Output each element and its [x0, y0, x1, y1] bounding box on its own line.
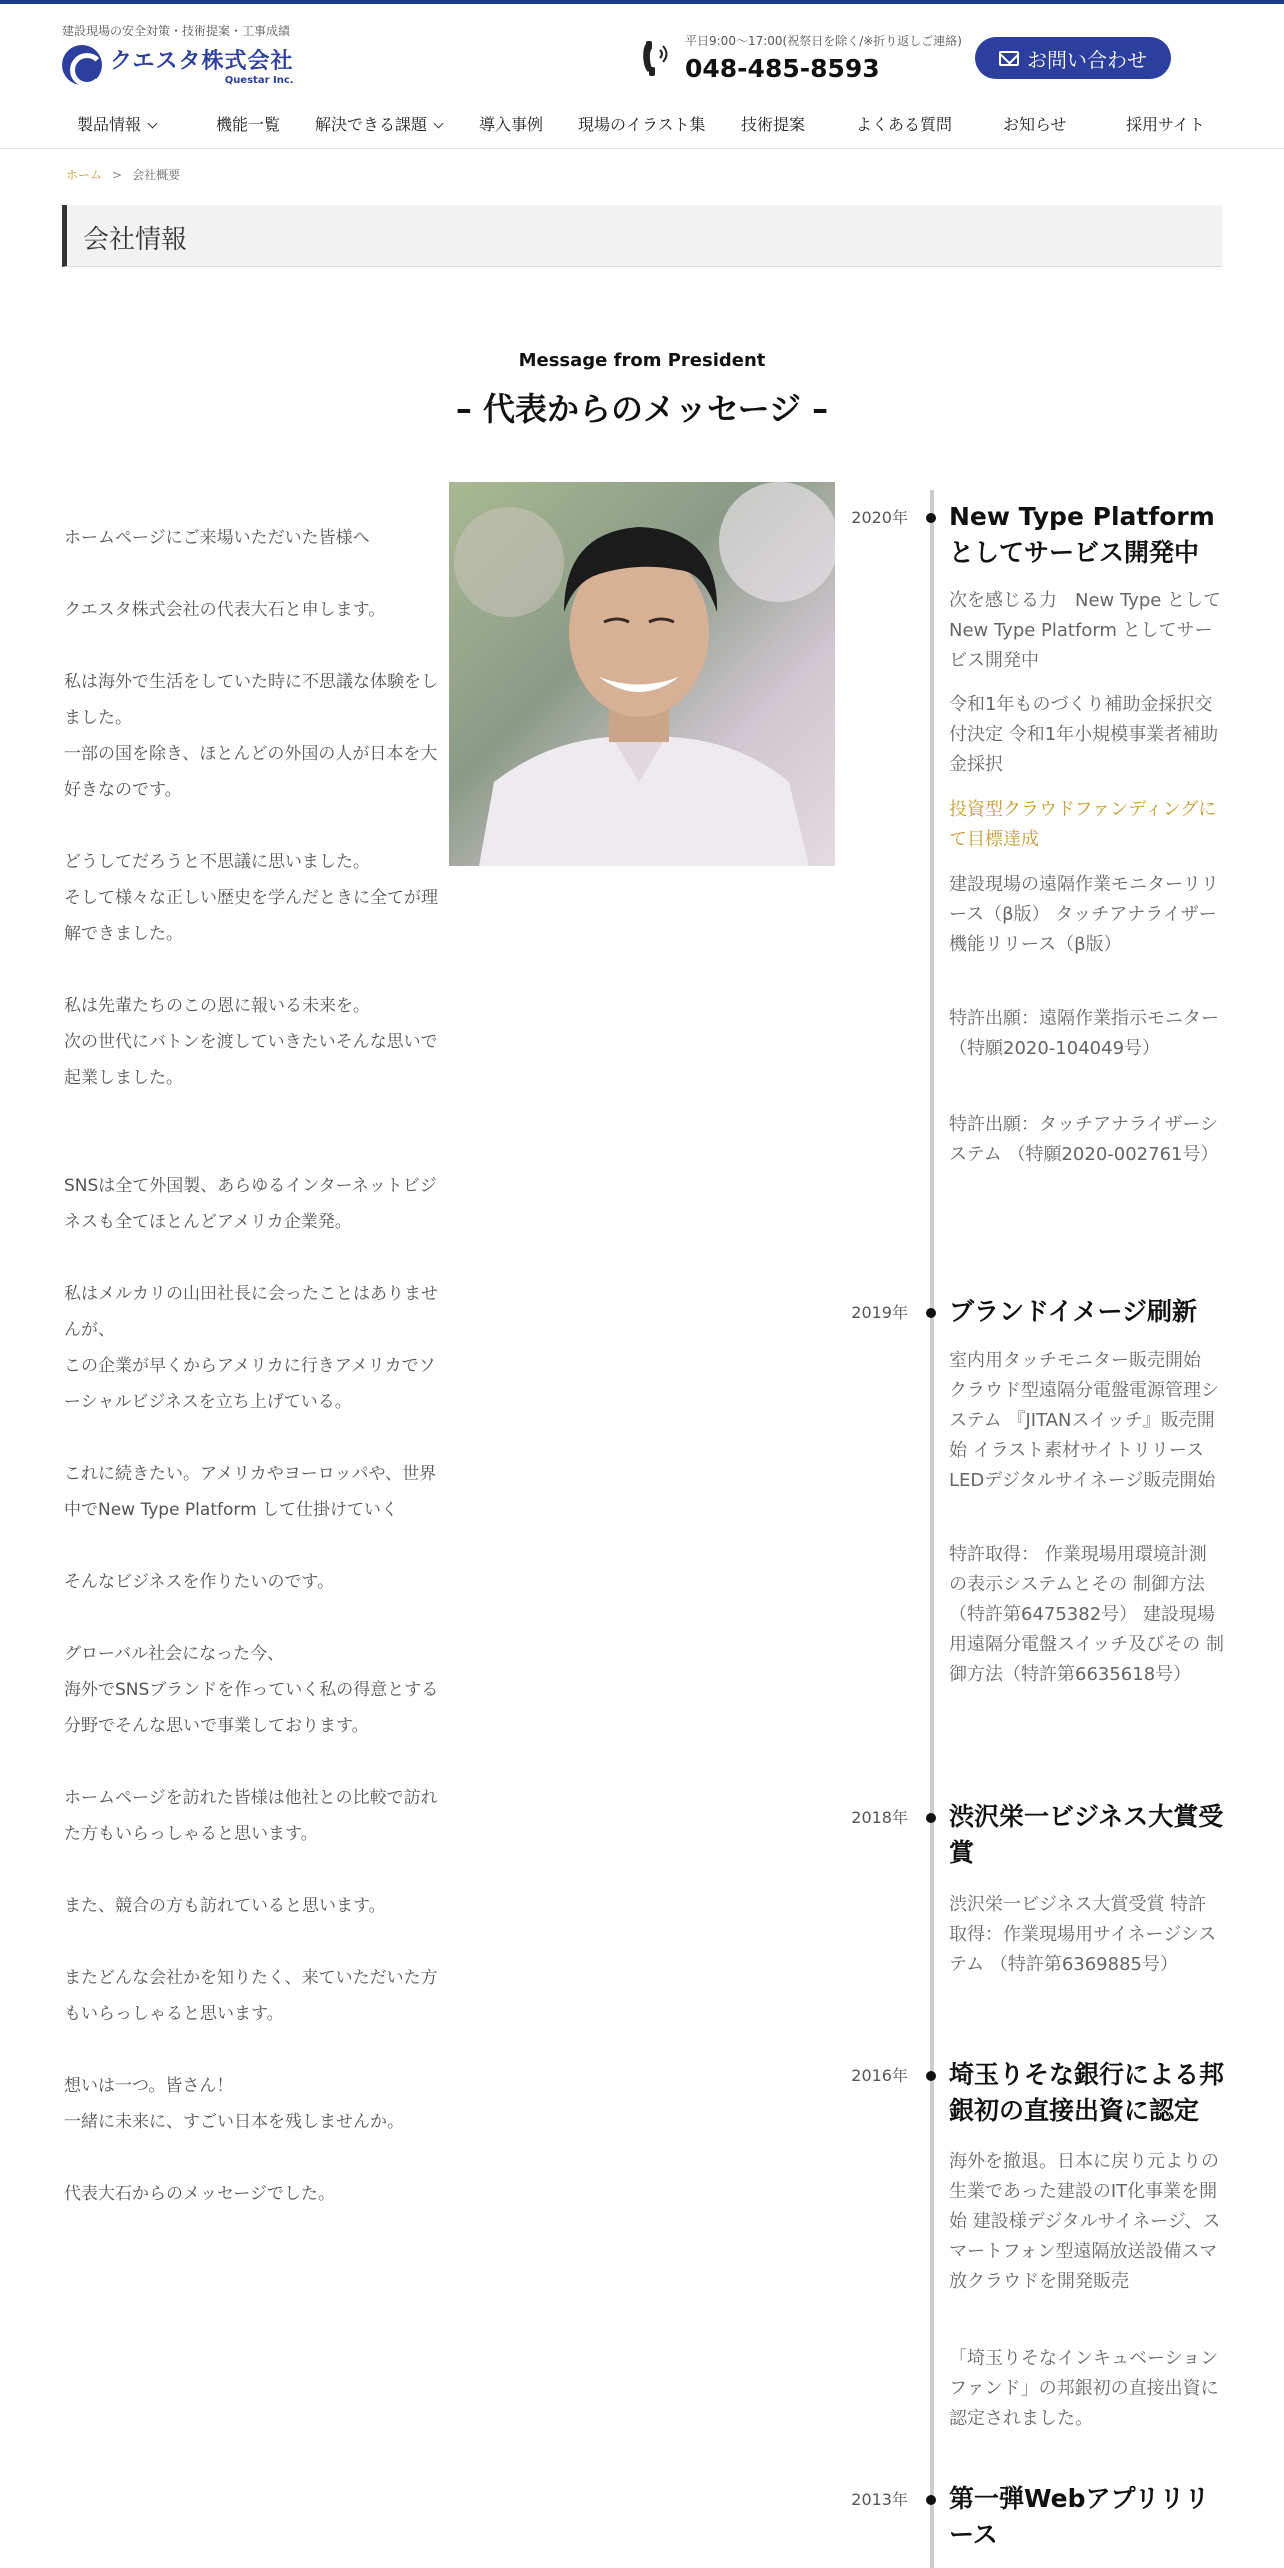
contact-button-label: お問い合わせ	[1027, 47, 1147, 72]
message-heading-jp: – 代表からのメッセージ –	[455, 390, 829, 428]
phone-number[interactable]: 048-485-8593	[685, 54, 880, 83]
timeline-text: 特許出願：遠隔作業指示モニター （特願2020-104049号）	[949, 1008, 1219, 1059]
timeline-title: New Type Platform としてサービス開発中	[949, 502, 1215, 567]
company-logo[interactable]	[62, 44, 294, 86]
top-accent-bar	[0, 0, 1284, 4]
message-line: そして様々な正しい歴史を学んだときに全てが理解できました。	[64, 888, 438, 944]
message-line: これに続きたい。アメリカやヨーロッパや、世界中でNew Type Platform して仕掛けていく	[64, 1464, 437, 1520]
message-line: また、競合の方も訪れていると思います。	[64, 1896, 386, 1916]
message-line: この企業が早くからアメリカに行きアメリカでソーシャルビジネスを立ち上げている。	[64, 1356, 436, 1412]
message-line	[64, 1240, 446, 1276]
message-line: 次の世代にバトンを渡していきたいそんな思いで起業しました。	[64, 1032, 438, 1088]
nav-item-recruit[interactable]: 採用サイト	[1126, 115, 1205, 134]
breadcrumb-home-link[interactable]: ホーム	[66, 168, 103, 182]
timeline-text: 次を感じる力 New Type として New Type Platform としてサービス開発中	[949, 590, 1222, 671]
timeline-title: 埼玉りそな銀行による邦銀初の直接出資に認定	[949, 2060, 1225, 2125]
breadcrumb	[66, 166, 180, 183]
message-line	[64, 628, 446, 664]
chevron-down-icon	[148, 119, 158, 129]
timeline-link[interactable]: 投資型クラウドファンディングにて目標達成	[949, 799, 1217, 850]
message-line	[64, 1744, 446, 1780]
timeline-year: 2016年	[851, 2066, 908, 2085]
nav-item-faq[interactable]: よくある質問	[856, 115, 953, 134]
nav-item-features[interactable]: 機能一覧	[216, 115, 281, 134]
mail-icon	[999, 51, 1019, 66]
message-line: 一緒に未来に、すごい日本を残しませんか。	[64, 2112, 404, 2132]
timeline-text: 「埼玉りそなインキュベーションファンド」の邦銀初の直接出資に認定されました。	[949, 2348, 1219, 2429]
message-line: SNSは全て外国製、あらゆるインターネットビジネスも全てほとんどアメリカ企業発。	[64, 1176, 437, 1232]
message-line: グローバル社会になった今、	[64, 1644, 285, 1664]
main-nav	[0, 104, 1284, 144]
message-heading-en: Message from President	[518, 350, 766, 371]
president-message	[64, 520, 446, 2212]
timeline-dot	[926, 1813, 936, 1823]
timeline-title: 渋沢栄一ビジネス大賞受賞	[949, 1802, 1224, 1867]
header-tagline: 建設現場の安全対策・技術提案・工事成績	[62, 24, 291, 38]
business-hours: 平日9:00～17:00(祝祭日を除く/※折り返しご連絡)	[685, 34, 962, 48]
breadcrumb-separator: >	[112, 168, 123, 182]
chevron-down-icon	[434, 119, 444, 129]
nav-item-solutions[interactable]: 解決できる課題	[315, 112, 442, 135]
timeline-text: 特許取得： 作業現場用環境計測の表示システムとその 制御方法 （特許第6475382号） 建設現場用遠隔分電盤スイッチ及びその 制御方法（特許第6635618号）	[949, 1544, 1225, 1685]
message-line	[64, 1420, 446, 1456]
message-line: 代表大石からのメッセージでした。	[64, 2184, 335, 2204]
message-line: 想いは一つ。皆さん！	[64, 2076, 234, 2096]
message-line: ホームページにご来場いただいた皆様へ	[64, 528, 370, 548]
message-line: 私は先輩たちのこの恩に報いる未来を。	[64, 996, 370, 1016]
message-line: ホームページを訪れた皆様は他社との比較で訪れた方もいらっしゃると思います。	[64, 1788, 438, 1844]
message-line	[64, 556, 446, 592]
message-line	[64, 808, 446, 844]
timeline-text: 海外を撤退。日本に戻り元よりの生業であった建設のIT化事業を開始 建設様デジタルサイネージ、スマートフォン型遠隔放送設備スマ放クラウドを開発販売	[949, 2151, 1221, 2292]
message-line	[64, 1528, 446, 1564]
message-line	[64, 1600, 446, 1636]
timeline-text: 室内用タッチモニター販売開始 クラウド型遠隔分電盤電源管理システム 『JITANスイッチ』販売開始 イラスト素材サイトリリース LEDデジタルサイネージ販売開始	[949, 1350, 1219, 1491]
timeline-title: ブランドイメージ刷新	[949, 1297, 1198, 1326]
president-photo	[449, 482, 835, 866]
logo-subtitle: Questar Inc.	[224, 75, 294, 86]
phone-icon	[640, 38, 674, 78]
nav-item-illustrations[interactable]: 現場のイラスト集	[578, 115, 706, 134]
timeline-year: 2018年	[851, 1808, 908, 1827]
nav-item-products[interactable]: 製品情報	[77, 112, 156, 135]
logo-name: クエスタ株式会社	[110, 49, 294, 74]
page-title: 会社情報	[83, 225, 188, 255]
message-line: 私は海外で生活をしていた時に不思議な体験をしました。	[64, 672, 438, 728]
nav-divider	[0, 148, 1284, 149]
message-line	[64, 1096, 446, 1132]
message-line: 一部の国を除き、ほとんどの外国の人が日本を大好きなのです。	[64, 744, 438, 800]
message-line	[64, 1132, 446, 1168]
timeline-title: 第一弾Webアプリリリース	[949, 2484, 1210, 2549]
nav-item-cases[interactable]: 導入事例	[479, 115, 544, 134]
timeline-dot	[926, 2495, 936, 2505]
message-line: クエスタ株式会社の代表大石と申します。	[64, 600, 386, 620]
timeline-year: 2019年	[851, 1303, 908, 1322]
message-line	[64, 1852, 446, 1888]
message-line	[64, 2140, 446, 2176]
timeline-dot	[926, 2071, 936, 2081]
timeline-line	[930, 490, 934, 2568]
timeline-text: 令和1年ものづくり補助金採択交付決定 令和1年小規模事業者補助金採択	[949, 694, 1219, 775]
timeline-dot	[926, 513, 936, 523]
message-line: 私はメルカリの山田社長に会ったことはありませんが、	[64, 1284, 438, 1340]
timeline-year: 2020年	[851, 508, 908, 527]
message-line: どうしてだろうと不思議に思いました。	[64, 852, 370, 872]
message-line	[64, 952, 446, 988]
breadcrumb-current: 会社概要	[132, 168, 181, 182]
message-line: 海外でSNSブランドを作っていく私の得意とする分野でそんな思いで事業しております。	[64, 1680, 439, 1736]
logo-mark-icon	[62, 45, 102, 85]
contact-button[interactable]	[975, 37, 1171, 79]
timeline-text: 渋沢栄一ビジネス大賞受賞 特許取得：作業現場用サイネージシステム （特許第6369885号）	[949, 1894, 1217, 1975]
message-line: またどんな会社かを知りたく、来ていただいた方もいらっしゃると思います。	[64, 1968, 438, 2024]
timeline-text: 建設現場の遠隔作業モニターリリース（β版） タッチアナライザー機能リリース（β版）	[949, 874, 1219, 955]
message-line	[64, 1924, 446, 1960]
nav-item-proposals[interactable]: 技術提案	[741, 115, 806, 134]
timeline-dot	[926, 1308, 936, 1318]
timeline-year: 2013年	[851, 2490, 908, 2509]
message-line	[64, 2032, 446, 2068]
nav-item-news[interactable]: お知らせ	[1003, 115, 1067, 134]
timeline-text: 特許出願：タッチアナライザーシステム （特願2020-002761号）	[949, 1114, 1219, 1165]
message-line: そんなビジネスを作りたいのです。	[64, 1572, 335, 1592]
section-header	[62, 205, 1222, 267]
